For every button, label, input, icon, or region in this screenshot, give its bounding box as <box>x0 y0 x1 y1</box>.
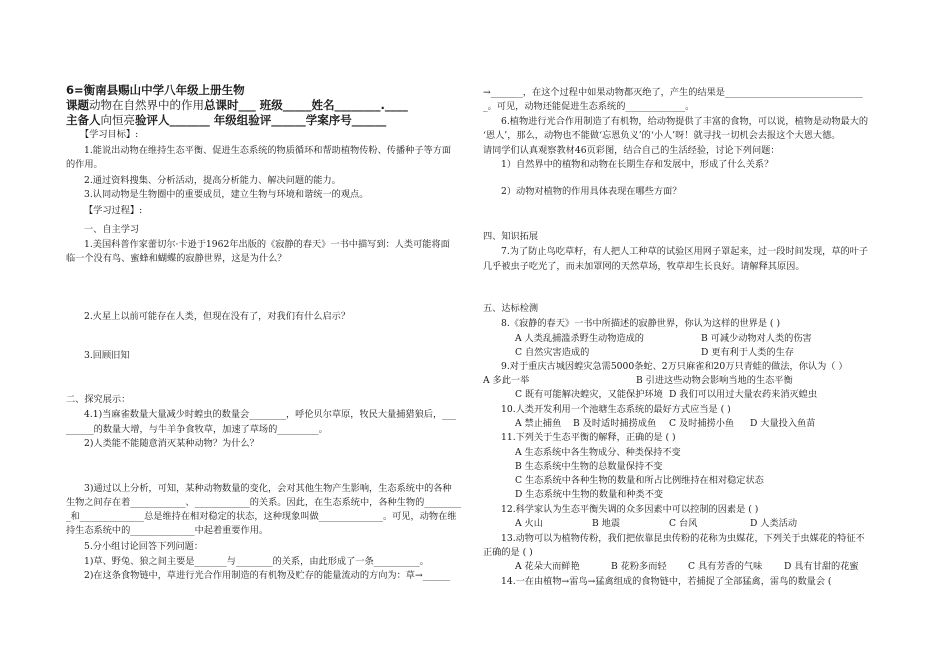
question-8: 8.《寂静的春天》一书中所描述的寂静世界，你认为这样的世界是 ( ) <box>501 318 781 329</box>
process-title: 【学习过程】: <box>84 205 143 216</box>
q13-option-b: B 花粉多而轻 <box>611 561 667 572</box>
question-4-3: 3)通过以上分析，可知，某种动物数量的变化，会对其他生物产生影响，生态系统中的各种 <box>84 483 452 494</box>
question-7-cont: 几乎被虫子吃光了，而未加罩网的天然草场，牧草却生长良好。请解释其原因。 <box>483 261 805 272</box>
question-4-1-cont: ______的数量大增，与牛羊争食牧草，加速了草场的_________。 <box>66 424 328 435</box>
q10-option-d: D 大量投入鱼苗 <box>750 418 816 429</box>
q8-option-a: A 人类乱捕滥杀野生动物造成的 <box>515 333 644 344</box>
q11-option-a: A 生态系统中各生物成分、种类保持不变 <box>515 447 681 458</box>
question-4-3-cont-3: 持生态系统中的______________中起着重要作用。 <box>66 525 269 536</box>
header-fields-2: 验评人_______ 年级组验评______学案序号______ <box>135 113 387 127</box>
question-4-3-cont-2: _和______________总是维持在相对稳定的状态，这种现象叫做______________。可见，动物在维 <box>66 511 457 522</box>
question-6: 6.植物进行光合作用制造了有机物，给动物提供了丰富的食物，可以说，植物是动物最大的 <box>501 116 869 127</box>
question-12: 12.科学家认为生态平衡失调的众多因素中可以控制的因素是 ( ) <box>501 504 759 515</box>
q9-option-a: A 多此一举 <box>483 375 530 386</box>
section-2-title: 二、探究展示： <box>66 394 131 405</box>
section-1-title: 一、自主学习 <box>84 224 140 235</box>
q9-option-c: C 既有可能解决蝗灾，又能保护环境 <box>515 389 663 400</box>
question-11: 11.下列关于生态平衡的解释，正确的是 ( ) <box>501 432 676 443</box>
question-5-2: 2)在这条食物链中，草进行光合作用制造的有机物及贮存的能量流动的方向为：草→______ <box>84 570 451 581</box>
q11-option-b: B 生态系统中生物的总数量保持不变 <box>515 461 663 472</box>
question-1-cont: 临一个没有鸟、蜜蜂和蝴蝶的寂静世界，这是为什么？ <box>66 253 287 264</box>
right-line-2: _。可见，动物还能促进生态系统的_____________。 <box>483 101 695 112</box>
goal-1: 1.能说出动物在维持生态平衡、促进生态系统的物质循环和帮助植物传粉、传播种子等方面 <box>84 145 452 156</box>
q12-option-b: B 地震 <box>592 518 621 529</box>
header-fields: 总课时___ 班级_____姓名________.____ <box>204 98 408 112</box>
q13-option-a: A 花朵大而鲜艳 <box>515 561 580 572</box>
question-13-cont: 正确的是 ( ) <box>483 547 533 558</box>
question-10: 10.人类开发利用一个池塘生态系统的最好方式应当是 ( ) <box>501 404 731 415</box>
q9-option-d: D 我们可以用过大量农药来消灭蝗虫 <box>669 389 818 400</box>
question-6-cont-1: ‘恩人’，那么，动物也不能做‘忘恩负义’的‘小人’呀！就寻找一切机会去报这个大恩大德。 <box>483 130 841 141</box>
question-7: 7.为了防止鸟吃草籽，有人把人工种草的试验区用网子罩起来，过一段时间发现，草的叶子 <box>501 246 869 257</box>
question-1: 1.美国科普作家蕾切尔·卡逊于1962年出版的《寂静的春天》一书中描写到：人类可能将面 <box>84 239 450 250</box>
question-14: 14.一在由植物→雷鸟→猛禽组成的食物链中，若捕捉了全部猛禽，雷鸟的数量会 ( <box>501 576 832 587</box>
goal-2: 2.通过资料搜集、分析活动，提高分析能力、解决问题的能力。 <box>84 175 341 186</box>
author-value: 向恒亮 <box>100 113 135 127</box>
question-2: 2.火星上以前可能存在人类，但现在没有了，对我们有什么启示？ <box>84 311 351 322</box>
topic-value: 动物在自然界中的作用 <box>89 98 204 112</box>
q12-option-a: A 火山 <box>515 518 543 529</box>
right-line-1: →_______，在这个过程中如果动物都灭绝了，产生的结果是______________________________ <box>483 87 863 98</box>
question-6-cont-2: 请同学们认真观察教材46页彩图，结合自己的生活经验，讨论下列问题： <box>483 145 780 156</box>
q13-option-c: C 具有芳香的气味 <box>688 561 763 572</box>
header-line-3 <box>66 113 386 127</box>
question-6-1: 1）自然界中的植物和动物在长期生存和发展中，形成了什么关系？ <box>501 159 774 170</box>
q11-option-d: D 生态系统中生物的数量和种类不变 <box>515 489 664 500</box>
q12-option-c: C 台风 <box>669 518 698 529</box>
doc-title: 6=衡南县赐山中学八年级上册生物 <box>66 83 245 97</box>
goals-title: 【学习目标】: <box>80 129 139 140</box>
q9-option-b: B 引进这些动物会影响当地的生态平衡 <box>636 375 793 386</box>
section-5-title: 五、达标检测 <box>483 303 539 314</box>
question-9: 9.对于重庆古城因蝗灾急需5000条蛇、2万只麻雀和20万只青蛙的做法，你认为（ ） <box>501 361 848 372</box>
header-line-2 <box>66 98 408 112</box>
q8-option-c: C 自然灾害造成的 <box>515 347 590 358</box>
q10-option-c: C 及时捕捞小鱼 <box>669 418 735 429</box>
q12-option-d: D 人类活动 <box>750 518 798 529</box>
q10-option-a: A 禁止捕鱼 <box>515 418 562 429</box>
q10-option-b: B 及时适时捕捞成鱼 <box>573 418 657 429</box>
question-5: 5.分小组讨论回答下列问题： <box>84 541 204 552</box>
q13-option-d: D 具有甘甜的花蜜 <box>784 561 859 572</box>
question-6-2: 2）动物对植物的作用具体表现在哪些方面？ <box>501 186 682 197</box>
question-4-2: 2)人类能不能随意消灭某种动物？为什么？ <box>84 438 259 449</box>
question-13: 13.动物可以为植物传粉，我们把依靠昆虫传粉的花称为虫媒花，下列关于虫媒花的特征不 <box>501 533 865 544</box>
q8-option-d: D 更有利于人类的生存 <box>701 347 794 358</box>
section-4-title: 四、知识拓展 <box>483 231 539 242</box>
question-4-3-cont-1: 生物之间存在着____________、____________的关系。因此，在生态系统中，各种生物的________ <box>66 497 462 508</box>
label-topic: 课题 <box>66 98 89 112</box>
label-author: 主备人 <box>66 113 101 127</box>
goal-1-cont: 的作用。 <box>66 159 103 170</box>
question-3: 3.回顾旧知 <box>84 350 130 361</box>
question-5-1: 1)草、野兔、狼之间主要是_______与________的关系，由此形成了一条__________。 <box>84 556 429 567</box>
question-4-1: 4.1)当麻雀数量大量减少时蝗虫的数量会________，呼伦贝尔草原，牧民大量捕猎狼后，___ <box>84 409 456 420</box>
goal-3: 3.认同动物是生物圈中的重要成员，建立生物与环境和谐统一的观点。 <box>84 189 369 200</box>
q11-option-c: C 生态系统中各种生物的数量和所占比例维持在相对稳定状态 <box>515 475 764 486</box>
q8-option-b: B 可减少动物对人类的伤害 <box>701 333 812 344</box>
